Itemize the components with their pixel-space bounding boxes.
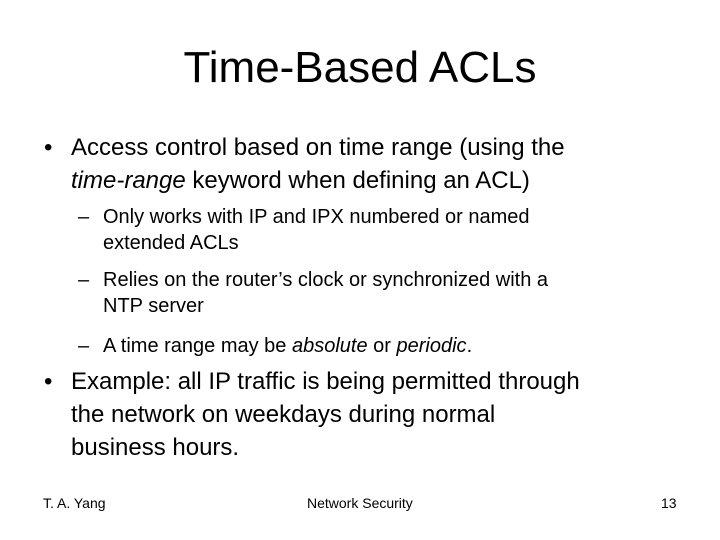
footer-course: Network Security: [307, 495, 413, 511]
bullet-2: [44, 367, 704, 465]
bullet-marker: •: [44, 368, 53, 395]
subbullet-2: [78, 267, 698, 321]
footer-author: T. A. Yang: [43, 495, 106, 511]
subbullet-marker: –: [78, 269, 90, 291]
bullet-2-line-2: the network on weekdays during normal: [71, 401, 496, 428]
keyword-absolute: absolute: [291, 335, 368, 357]
keyword-periodic: periodic: [396, 335, 467, 357]
subbullet-3-text-c: or: [367, 335, 397, 357]
bullet-marker: •: [44, 134, 53, 161]
subbullet-3-text-a: A time range may be: [103, 335, 292, 357]
footer-page-number: 13: [661, 495, 677, 511]
bullet-1-line-1: Access control based on time range (using the: [71, 134, 565, 161]
bullet-1-line-2: [71, 166, 530, 196]
bullet-1: [44, 133, 694, 197]
bullet-2-line-1: Example: all IP traffic is being permitted through: [71, 368, 580, 395]
subbullet-1: [78, 204, 698, 258]
subbullet-1-line-1: Only works with IP and IPX numbered or named: [103, 206, 530, 228]
subbullet-2-line-1: Relies on the router’s clock or synchronized with a: [103, 269, 549, 291]
bullet-2-line-3: business hours.: [71, 434, 240, 461]
subbullet-3-line: [103, 333, 472, 359]
subbullet-1-line-2: extended ACLs: [103, 232, 239, 254]
subbullet-3-text-e: .: [466, 335, 473, 357]
subbullet-marker: –: [78, 206, 90, 228]
slide-title: Time-Based ACLs: [183, 43, 537, 92]
keyword-time-range: time-range: [71, 167, 186, 194]
subbullet-marker: –: [78, 335, 90, 357]
subbullet-3: [78, 333, 698, 361]
subbullet-2-line-2: NTP server: [103, 295, 204, 317]
bullet-1-line-2-rest: keyword when defining an ACL): [185, 167, 530, 194]
